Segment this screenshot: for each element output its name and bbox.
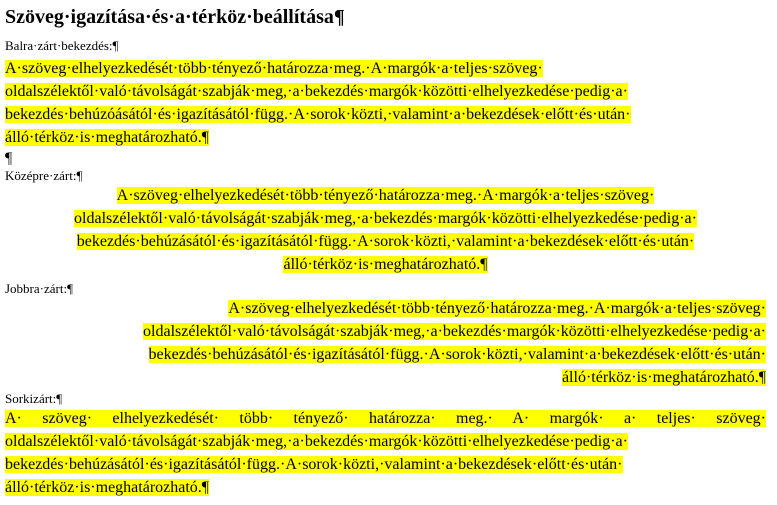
paragraph-left-aligned[interactable]: [5, 57, 766, 149]
section-label-left: Balra·zárt·bekezdés:¶: [5, 38, 119, 53]
empty-paragraph: ¶: [5, 150, 13, 167]
paragraph-text: A·szöveg·elhelyezkedését·több·tényező·határozza·meg.·A·margók·a·teljes·szöveg· oldalszélektől·való·távolságát·szabják·meg,·a·bekezdés·margók·közötti·elhelyezkedése·pedig·a· bekezdés·behúzásától·és·igazításától·függ.·A·sorok·közti,·valamint·a·bekezdések·előtt·és·után· álló·térköz·is·meghatározható.¶: [74, 187, 697, 273]
paragraph-text: A·szöveg·elhelyezkedését·több·tényező·határozza·meg.·A·margók·a·teljes·szöveg· oldalszélektől·való·távolságát·szabják·meg,·a·bekezdés·margók·közötti·elhelyezkedése·pedig·a· bekezdés·behúzásától·és·igazításától·függ.·A·sorok·közti,·valamint·a·bekezdések·előtt·és·után· álló·térköz·is·meghatározható.¶: [143, 300, 766, 386]
section-label-center: Középre·zárt:¶: [5, 168, 83, 183]
section-label-right: Jobbra·zárt:¶: [5, 281, 73, 296]
paragraph-text: A· szöveg· elhelyezkedését· több· tényező· határozza· meg.· A· margók· a· teljes· szöveg· oldalszélektől·való·távolságát·szabják·meg,·a·bekezdés·margók·közötti·elhelyezkedése·pedig·a· bekezdés·behúzásától·és·igazításától·függ.·A·sorok·közti,·valamint·a·bekezdések·előtt·és·után· álló·térköz·is·meghatározható.¶: [5, 410, 766, 496]
document-title: Szöveg·igazítása·és·a·térköz·beállítása¶: [5, 6, 345, 28]
section-label-justify: Sorkizárt:¶: [5, 391, 63, 406]
paragraph-center-aligned[interactable]: [5, 184, 766, 276]
paragraph-text: A·szöveg·elhelyezkedését·több·tényező·határozza·meg.·A·margók·a·teljes·szöveg· oldalszélektől·való·távolságát·szabják·meg,·a·bekezdés·margók·közötti·elhelyezkedése·pedig·a· bekezdés·behúzóásától·és·igazításától·függ.·A·sorok·közti,·valamint·a·bekezdések·előtt·és·után· álló·térköz·is·meghatározható.¶: [5, 60, 631, 146]
paragraph-justified[interactable]: [5, 407, 766, 499]
paragraph-right-aligned[interactable]: [5, 297, 766, 389]
